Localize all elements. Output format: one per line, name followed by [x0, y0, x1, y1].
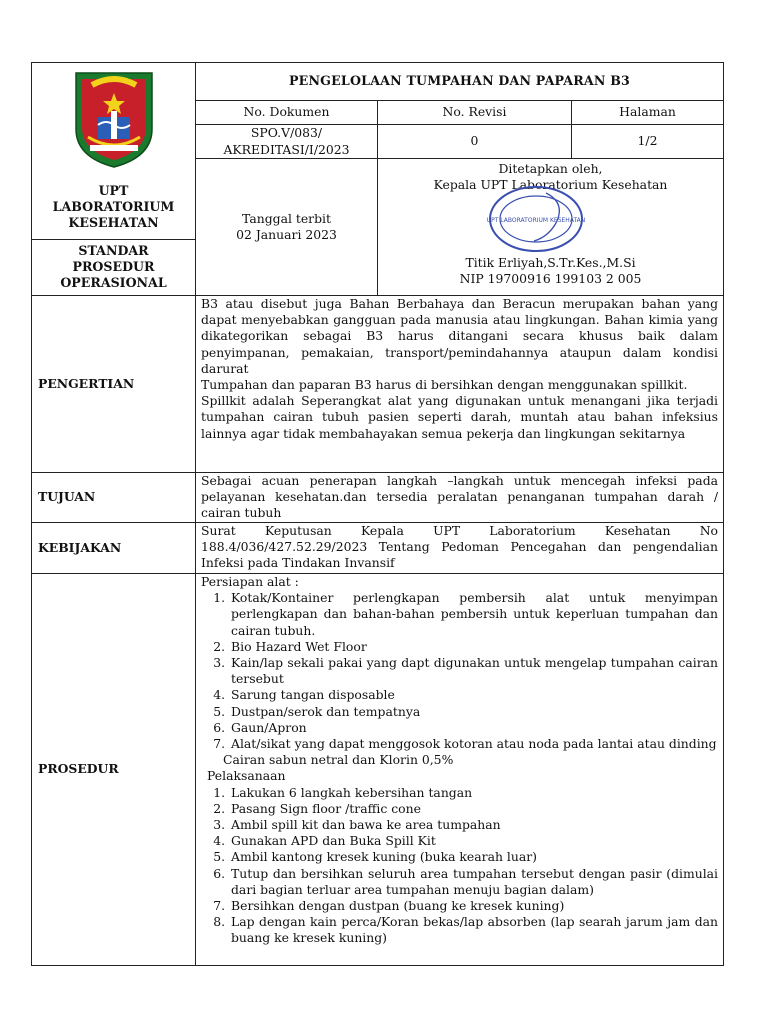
persiapan-title: Persiapan alat :: [201, 574, 299, 589]
signer-nip: NIP 19700916 199103 2 005: [459, 271, 642, 287]
official-stamp: [486, 183, 586, 255]
sop-document: [31, 62, 723, 959]
list-item: 2. Bio Hazard Wet Floor: [229, 639, 718, 655]
list-item: 2. Pasang Sign floor /traffic cone: [229, 801, 718, 817]
ditetapkan-cell: [378, 159, 724, 296]
list-item: 5. Ambil kantong kresek kuning (buka kearah luar): [229, 849, 718, 865]
sop-table: [31, 62, 724, 966]
list-item: 7. Bersihkan dengan dustpan (buang ke kresek kuning): [229, 898, 718, 914]
list-item: 6. Tutup dan bersihkan seluruh area tumpahan tersebut dengan pasir (dimulai dari bagian terluar area tumpahan menuju bagian dalam): [229, 866, 718, 898]
kebijakan-content: Surat Keputusan Kepala UPT Laboratorium Kesehatan No 188.4/036/427.52.29/2023 Tentang Pedoman Pencegahan dan pengendalian Infeksi pada Tindakan Invansif: [196, 523, 724, 574]
tanggal-value: 02 Januari 2023: [236, 227, 337, 242]
persiapan-list: [201, 590, 718, 752]
pengertian-paragraph: Spillkit adalah Seperangkat alat yang digunakan untuk menangani jika terjadi tumpahan cairan tubuh pasien seperti darah, muntah atau bahan infeksius lainnya agar tidak membahayakan semua pekerja dan lingkungan sekitarnya: [201, 393, 719, 441]
no-revisi-value: 0: [378, 125, 572, 159]
list-item: 1. Lakukan 6 langkah kebersihan tangan: [229, 785, 718, 801]
stamp-text: UPT LABORATORIUM KESEHATAN: [486, 217, 586, 224]
list-item: 1. Kotak/Kontainer perlengkapan pembersih alat untuk menyimpan perlengkapan dan bahan-bahan pembersih untuk keperluan tumpahan dan cairan tubuh.: [229, 590, 718, 639]
sop-label: [32, 239, 196, 295]
list-item: 3. Ambil spill kit dan bawa ke area tumpahan: [229, 817, 718, 833]
org-name-line: UPT: [98, 183, 129, 199]
no-dokumen-value: [196, 125, 378, 159]
list-item: 6. Gaun/Apron: [229, 720, 718, 736]
sop-line: OPERASIONAL: [60, 275, 167, 291]
document-title: PENGELOLAAN TUMPAHAN DAN PAPARAN B3: [196, 63, 724, 101]
no-revisi-label: No. Revisi: [378, 101, 572, 125]
tanggal-terbit-cell: [196, 159, 378, 296]
pelaksanaan-title: Pelaksanaan: [207, 768, 286, 784]
list-item: 8. Lap dengan kain perca/Koran bekas/lap absorben (lap searah jarum jam dan buang ke kresek kuning): [229, 914, 718, 946]
pelaksanaan-list: [201, 785, 718, 947]
prosedur-label: PROSEDUR: [32, 574, 196, 966]
tanggal-label: Tanggal terbit: [242, 210, 331, 226]
logo-cell: [32, 63, 196, 240]
prosedur-content: [196, 574, 724, 966]
halaman-value: 1/2: [572, 125, 724, 159]
pengertian-label: PENGERTIAN: [32, 296, 196, 473]
pengertian-paragraph: B3 atau disebut juga Bahan Berbahaya dan Beracun merupakan bahan yang dapat menyebabkan gangguan pada manusia atau lingkungan. Bahan kimia yang dikategorikan sebagai B3 harus ditangani secara khusus baik dalam penyimpanan, pemakaian, transport/pemindahannya ataupun dalam kondisi darurat: [201, 296, 719, 376]
pengertian-content: [196, 296, 724, 473]
org-name: [36, 175, 191, 231]
no-dokumen-label: No. Dokumen: [196, 101, 378, 125]
signer-name: Titik Erliyah,S.Tr.Kes.,M.Si: [465, 255, 636, 270]
persiapan-extra: Cairan sabun netral dan Klorin 0,5%: [223, 752, 454, 768]
list-item: 7. Alat/sikat yang dapat menggosok kotoran atau noda pada lantai atau dinding: [229, 736, 718, 752]
kabupaten-lumajang-logo: [68, 67, 160, 171]
halaman-label: Halaman: [572, 101, 724, 125]
ditetapkan-line: Kepala UPT Laboratorium Kesehatan: [433, 177, 668, 193]
tujuan-label: TUJUAN: [32, 473, 196, 523]
org-name-line: LABORATORIUM: [52, 199, 175, 215]
list-item: 4. Gunakan APD dan Buka Spill Kit: [229, 833, 718, 849]
sop-line: STANDAR: [78, 243, 149, 259]
tujuan-content: Sebagai acuan penerapan langkah –langkah untuk mencegah infeksi pada pelayanan kesehatan.dan tersedia peralatan penanganan tumpahan darah / cairan tubuh: [196, 473, 724, 523]
no-dokumen-line: SPO.V/083/: [250, 125, 323, 141]
sop-line: PROSEDUR: [72, 259, 155, 275]
list-item: 5. Dustpan/serok dan tempatnya: [229, 704, 718, 720]
list-item: 4. Sarung tangan disposable: [229, 687, 718, 703]
kebijakan-label: KEBIJAKAN: [32, 523, 196, 574]
no-dokumen-line: AKREDITASI/I/2023: [223, 141, 350, 157]
ditetapkan-line: Ditetapkan oleh,: [498, 161, 603, 176]
list-item: 3. Kain/lap sekali pakai yang dapt digunakan untuk mengelap tumpahan cairan tersebut: [229, 655, 718, 687]
pengertian-paragraph: Tumpahan dan paparan B3 harus di bersihkan dengan menggunakan spillkit.: [201, 377, 688, 393]
org-name-line: KESEHATAN: [68, 215, 159, 231]
